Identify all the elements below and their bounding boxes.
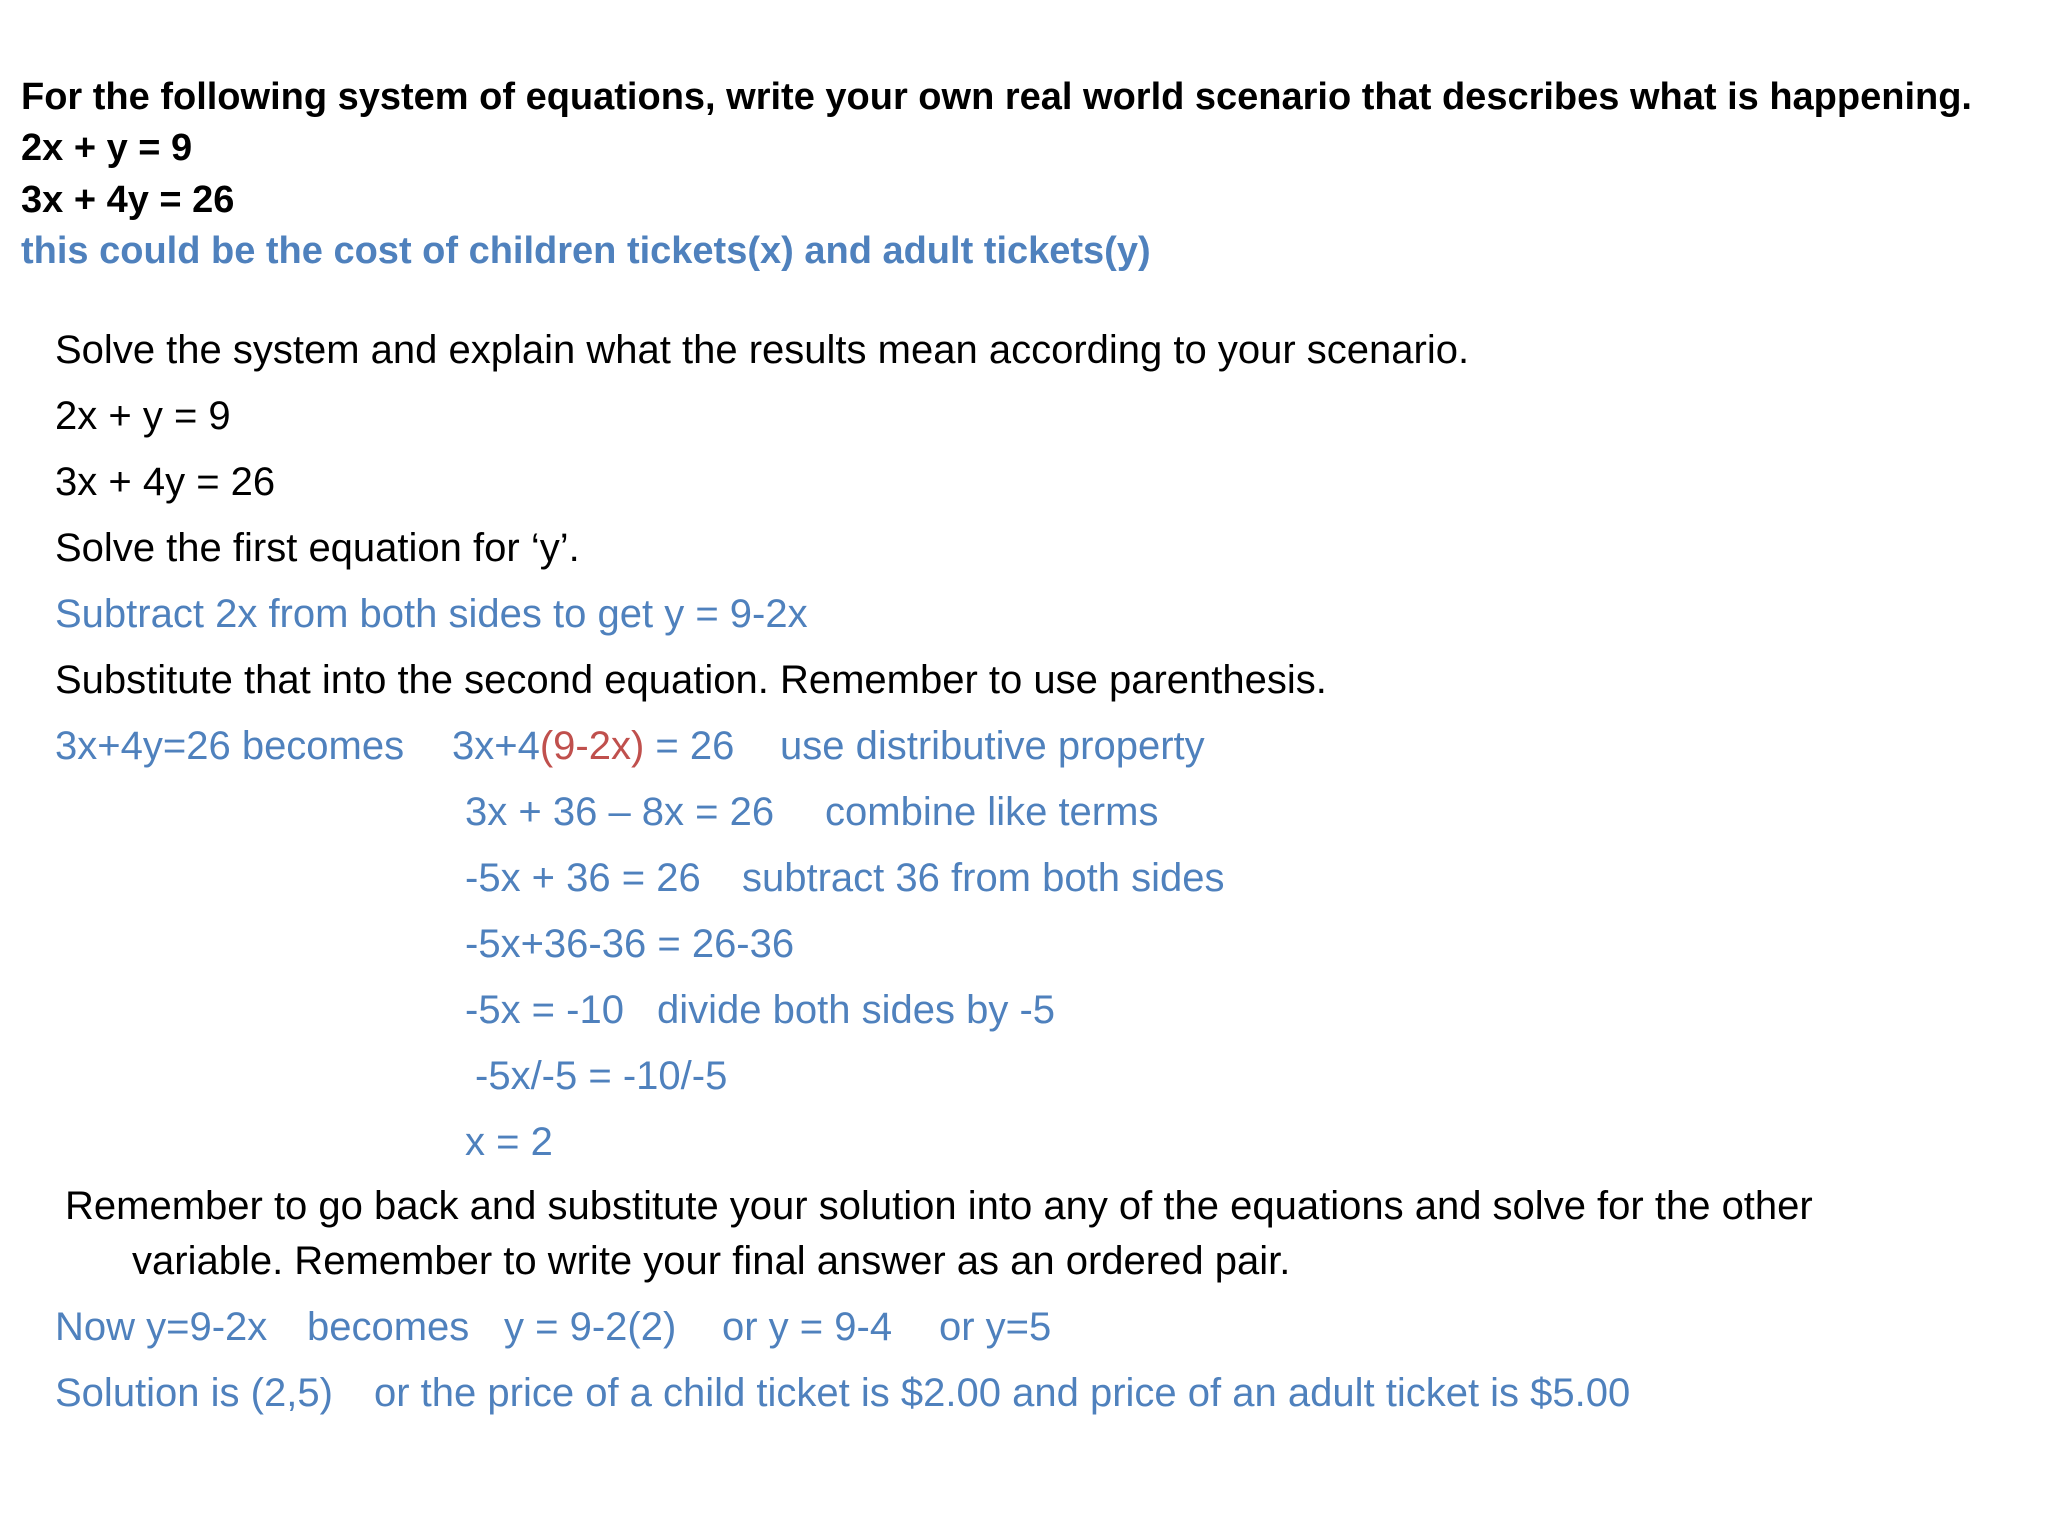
substitution-expr-a: 3x+4 (452, 724, 540, 768)
now-line-a: Now y=9-2x (55, 1305, 268, 1349)
step-note: subtract 36 from both sides (742, 856, 1225, 900)
solution-line-b: or the price of a child ticket is $2.00 and price of an adult ticket is $5.00 (374, 1371, 1631, 1415)
subtract-step-text: Subtract 2x from both sides to get y = 9-2x (55, 592, 808, 636)
step-expr: -5x/-5 = -10/-5 (475, 1054, 728, 1098)
prompt-text: For the following system of equations, write your own real world scenario that describes what is happening. (21, 76, 1972, 118)
now-line-e: or y=5 (939, 1305, 1052, 1349)
step-expr: -5x+36-36 = 26-36 (465, 922, 795, 966)
step-expr: 3x + 36 – 8x = 26 (465, 790, 775, 834)
substitution-expression (452, 726, 734, 766)
step-note: divide both sides by -5 (657, 988, 1056, 1032)
substitution-left: 3x+4y=26 becomes (55, 724, 405, 768)
substitution-note: use distributive property (780, 724, 1205, 768)
step-note: combine like terms (825, 790, 1159, 834)
body-equation-1: 2x + y = 9 (55, 394, 231, 438)
header-equation-1: 2x + y = 9 (21, 127, 193, 169)
solve-first-text: Solve the first equation for ‘y’. (55, 526, 580, 570)
now-line-d: or y = 9-4 (722, 1305, 893, 1349)
body-equation-2: 3x + 4y = 26 (55, 460, 276, 504)
now-line-b: becomes (307, 1305, 470, 1349)
step-expr: -5x + 36 = 26 (465, 856, 701, 900)
header-equation-2: 3x + 4y = 26 (21, 179, 235, 221)
remember-text-line-1: Remember to go back and substitute your solution into any of the equations and solve for the other (65, 1184, 1813, 1228)
scenario-text: this could be the cost of children tickets(x) and adult tickets(y) (21, 230, 1151, 272)
substitute-instruction-text: Substitute that into the second equation. Remember to use parenthesis. (55, 658, 1327, 702)
solution-line-a: Solution is (2,5) (55, 1371, 333, 1415)
instruction-text: Solve the system and explain what the results mean according to your scenario. (55, 328, 1470, 372)
remember-text-line-2: variable. Remember to write your final answer as an ordered pair. (132, 1239, 1291, 1283)
substitution-expr-b: = 26 (644, 724, 735, 768)
step-expr: -5x = -10 (465, 988, 624, 1032)
now-line-c: y = 9-2(2) (504, 1305, 677, 1349)
step-expr: x = 2 (465, 1120, 553, 1164)
substitution-expr-paren: (9-2x) (539, 724, 645, 768)
